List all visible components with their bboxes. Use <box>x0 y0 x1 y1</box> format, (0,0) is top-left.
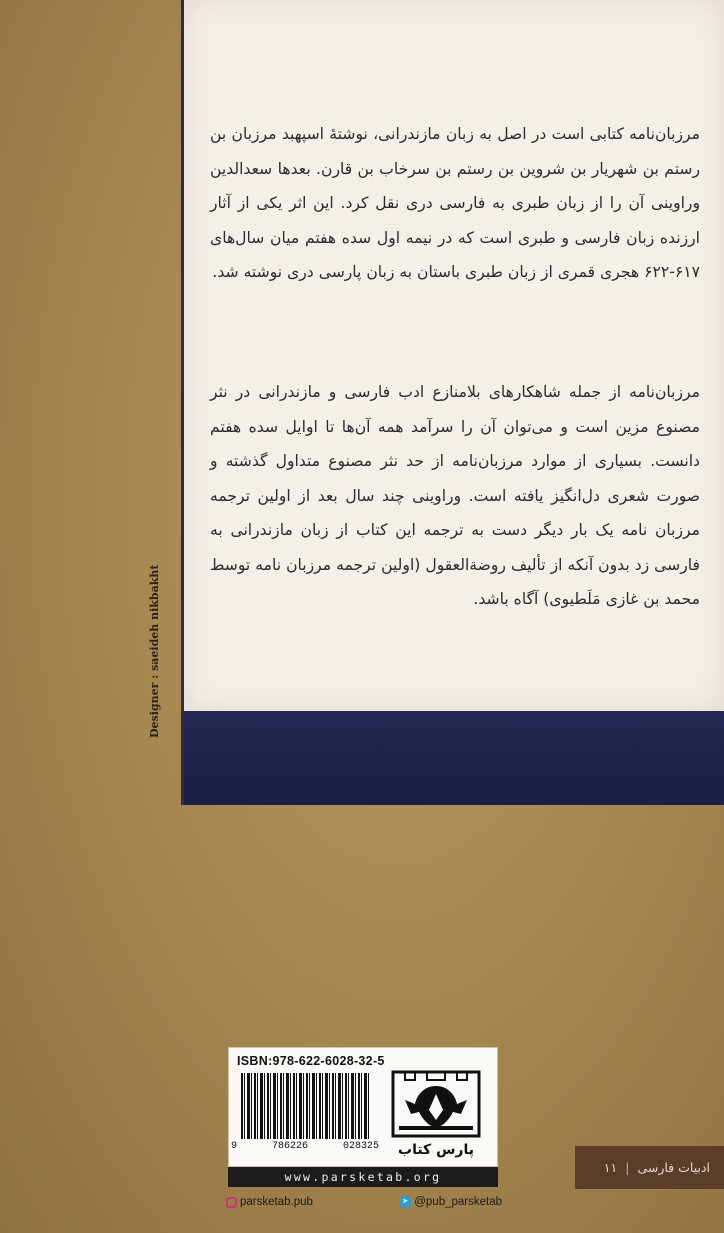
barcode-digits <box>231 1141 379 1152</box>
publisher-logo <box>385 1070 487 1158</box>
website-bar: www.parsketab.org <box>228 1167 498 1187</box>
telegram-icon: ➤ <box>399 1196 411 1208</box>
instagram-icon <box>226 1197 237 1208</box>
series-label <box>575 1146 724 1189</box>
isbn-box <box>228 1047 498 1167</box>
barcode-digit-right: 028325 <box>342 1141 379 1152</box>
barcode-digit-left: 9 <box>231 1141 238 1152</box>
blurb-panel <box>184 0 724 711</box>
isbn-label: ISBN:978-622-6028-32-5 <box>237 1054 385 1068</box>
series-separator: | <box>625 1160 630 1175</box>
series-name: ادبیات فارسی <box>637 1160 710 1175</box>
designer-credit: Designer : saeideh nikbakht <box>148 564 161 738</box>
barcode-digit-mid: 786226 <box>271 1141 308 1152</box>
blurb-paragraph-2: مرزبان‌نامه از جمله شاهکارهای بلامنازع ادب فارسی و مازندرانی در نثر مصنوع مزین است و می‌توان آن را سرآمد همه آن‌ها تا اوایل سده هفتم دانست. بسیاری از موارد مرزبان‌نامه از حد نثر مصنوع متداول گذشته و صورت شعری دل‌انگیز یافته است. وراوینی چند سال بعد از اولین ترجمه مرزبان نامه یک بار دیگر دست به ترجمه این کتاب از زبان مازندرانی به فارسی زد بدون آنکه از تألیف روضةالعقول (اولین ترجمه مرزبان نامه توسط محمد بن غازی مَلَطیوی) آگاه باشد. <box>210 383 700 608</box>
blurb-paragraph-1: مرزبان‌نامه کتابی است در اصل به زبان مازندرانی، نوشتهٔ اسپهبد مرزبان بن رستم بن شهریار بن شروین بن رستم بن سرخاب بن قارن. بعدها سعدالدین وراوینی آن را از زبان طبری به فارسی دری نقل کرد. این اثر یکی از آثار ارزنده زبان فارسی و طبری است که در نیمه اول سده هفتم میان سال‌های ۶۱۷-۶۲۲ هجری قمری از زبان طبری باستان به زبان پارسی دری نوشته شد. <box>210 125 700 281</box>
telegram-text: @pub_parsketab <box>414 1196 502 1208</box>
social-row <box>226 1193 502 1211</box>
instagram-handle <box>226 1196 313 1208</box>
telegram-handle <box>399 1196 502 1208</box>
publisher-emblem-icon <box>385 1070 487 1140</box>
barcode <box>241 1073 371 1139</box>
series-number: ۱۱ <box>603 1160 618 1175</box>
navy-band <box>184 711 724 805</box>
publisher-name: پارس کتاب <box>398 1142 474 1158</box>
instagram-text: parsketab.pub <box>240 1196 313 1208</box>
